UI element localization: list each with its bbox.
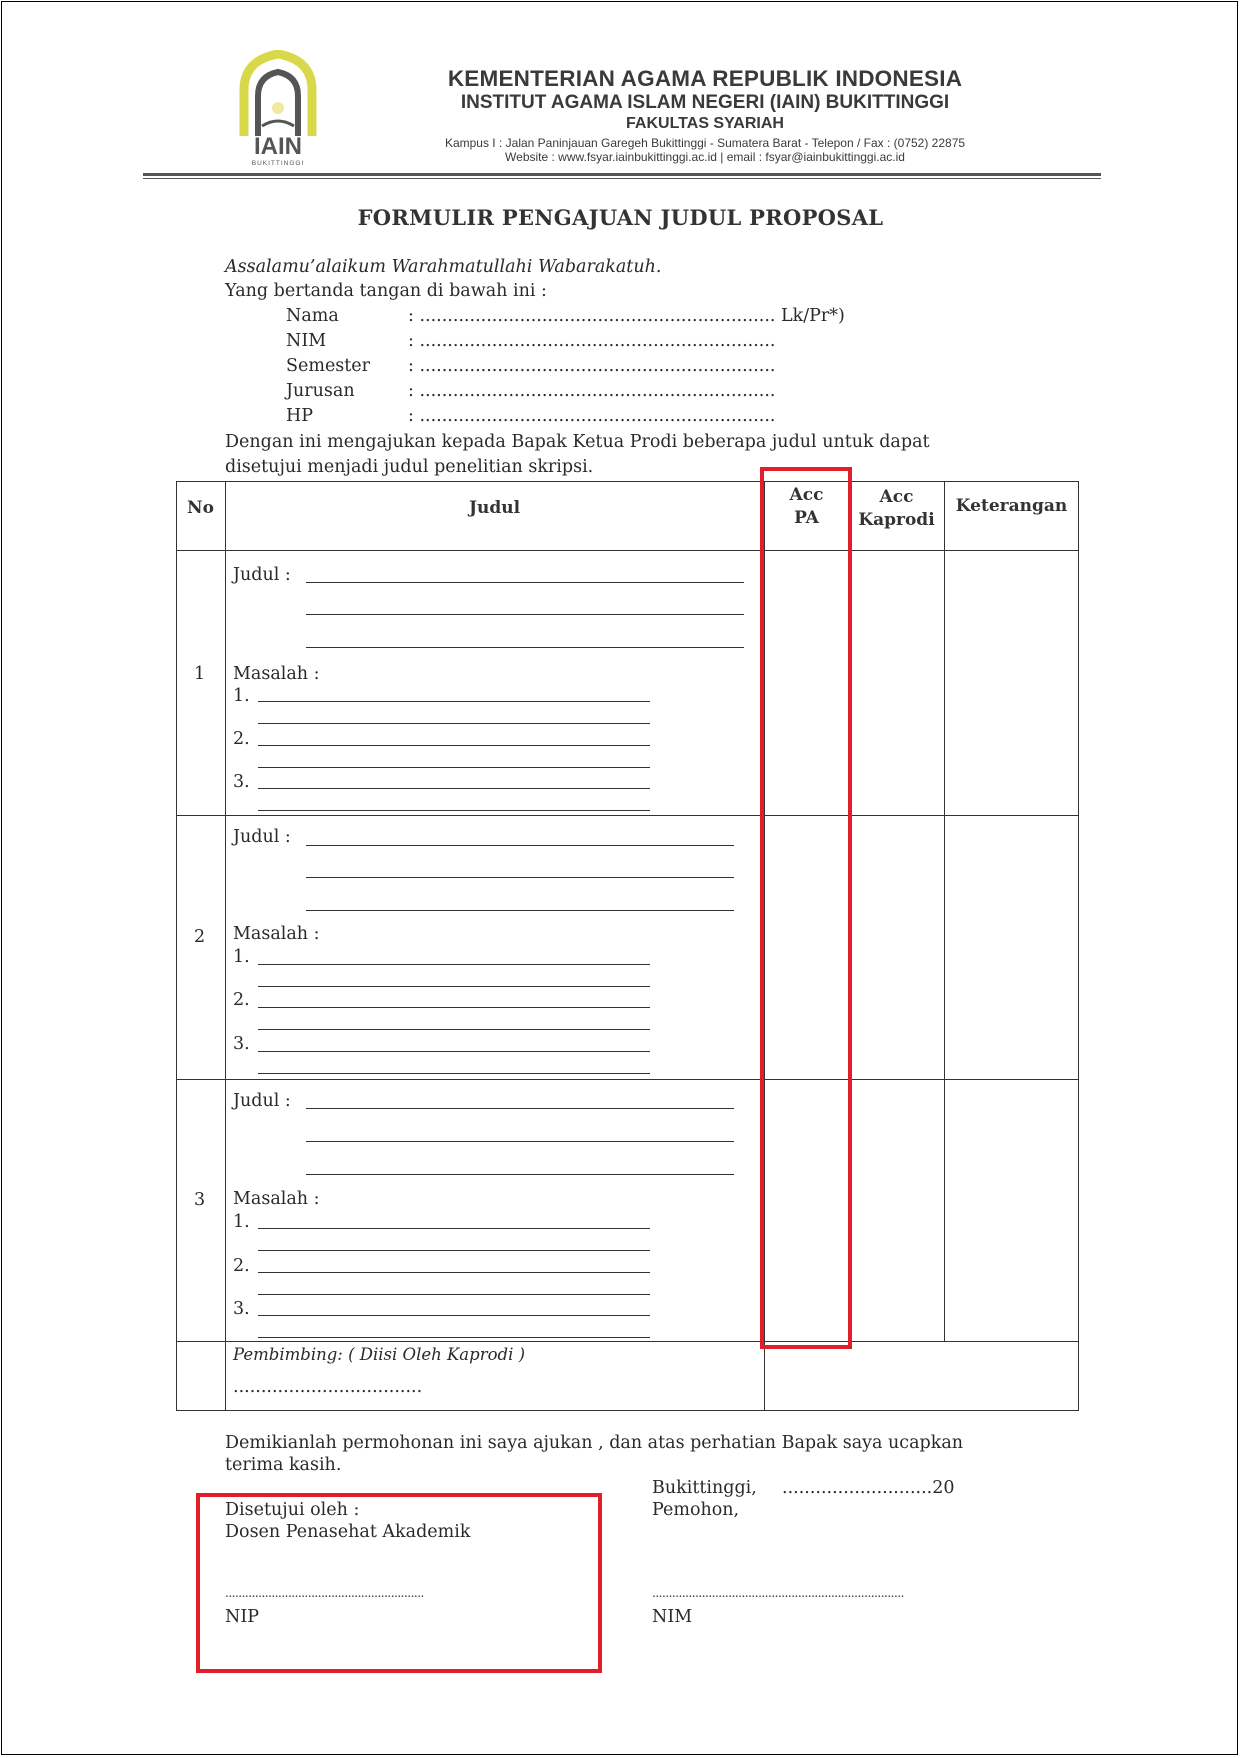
masalah-line[interactable]: [258, 723, 650, 724]
judul-line[interactable]: [306, 1108, 734, 1109]
masalah-line[interactable]: [258, 964, 650, 965]
masalah-label: Masalah :: [233, 924, 320, 944]
place-label: Bukittinggi,: [652, 1478, 757, 1498]
logo-subtext: BUKITTINGGI: [251, 160, 305, 167]
judul-line[interactable]: [306, 1174, 734, 1175]
header-rule-thin: [143, 178, 1101, 179]
masalah-label: Masalah :: [233, 1189, 320, 1209]
row3-divider: [176, 1341, 1079, 1342]
field-label-nama: Nama: [286, 306, 339, 326]
statement-line2: disetujui menjadi judul penelitian skripsi.: [225, 457, 594, 477]
masalah-item-number: 3.: [233, 1299, 250, 1319]
masalah-line[interactable]: [258, 986, 650, 987]
masalah-line[interactable]: [258, 1051, 650, 1052]
institute-name: INSTITUT AGAMA ISLAM NEGERI (IAIN) BUKITTINGGI: [460, 92, 950, 113]
header-no: No: [187, 498, 214, 518]
judul-label: Judul :: [233, 565, 291, 585]
website-line: Website : www.fsyar.iainbukittinggi.ac.id | email : fsyar@iainbukittinggi.ac.id: [505, 150, 905, 164]
advisor-label: Dosen Penasehat Akademik: [225, 1522, 471, 1542]
row-number: 2: [194, 927, 206, 947]
iain-logo: [232, 50, 324, 168]
judul-line[interactable]: [306, 647, 744, 648]
field-label-semester: Semester: [286, 356, 371, 376]
field-value-hp[interactable]: : ................................................................: [408, 406, 776, 426]
masalah-line[interactable]: [258, 1272, 650, 1273]
header-rule-thick: [143, 173, 1101, 176]
address-line: Kampus I : Jalan Paninjauan Garegeh Bukittinggi - Sumatera Barat - Telepon / Fax : (0752) 22875: [444, 136, 966, 150]
pembimbing-field[interactable]: ..................................: [233, 1377, 423, 1397]
header-judul: Judul: [468, 498, 521, 518]
field-value-jurusan[interactable]: : ................................................................: [408, 381, 776, 401]
judul-line[interactable]: [306, 614, 744, 615]
nip-label: NIP: [225, 1607, 260, 1627]
masalah-line[interactable]: [258, 1294, 650, 1295]
masalah-line[interactable]: [258, 1073, 650, 1074]
masalah-item-number: 2.: [233, 729, 250, 749]
judul-line[interactable]: [306, 845, 734, 846]
masalah-line[interactable]: [258, 1007, 650, 1008]
header-acc-kaprodi-line2: Kaprodi: [858, 510, 935, 530]
header-row-divider: [176, 550, 1079, 551]
col-divider-no: [225, 481, 226, 1410]
applicant-label: Pemohon,: [652, 1500, 740, 1520]
masalah-line[interactable]: [258, 767, 650, 768]
advisor-signature-line[interactable]: ............................................................: [225, 1586, 424, 1600]
judul-label: Judul :: [233, 1091, 291, 1111]
masalah-item-number: 3.: [233, 1034, 250, 1054]
masalah-line[interactable]: [258, 1250, 650, 1251]
col-divider-acc-kaprodi: [944, 481, 945, 1341]
judul-line[interactable]: [306, 877, 734, 878]
applicant-signature-line[interactable]: ............................................................................: [652, 1586, 904, 1600]
header-keterangan: Keterangan: [955, 496, 1068, 516]
greeting: Assalamu’alaikum Warahmatullahi Wabarakatuh.: [225, 257, 662, 277]
masalah-line[interactable]: [258, 1337, 650, 1338]
row-number: 1: [194, 664, 206, 684]
field-label-hp: HP: [286, 406, 314, 426]
judul-line[interactable]: [306, 1141, 734, 1142]
form-title: FORMULIR PENGAJUAN JUDUL PROPOSAL: [357, 205, 884, 230]
approved-by-label: Disetujui oleh :: [225, 1500, 360, 1520]
header-acc-pa-line2: PA: [794, 508, 819, 528]
faculty-name: FAKULTAS SYARIAH: [626, 115, 784, 132]
nim-label: NIM: [652, 1607, 693, 1627]
ministry-name: KEMENTERIAN AGAMA REPUBLIK INDONESIA: [447, 66, 963, 91]
masalah-line[interactable]: [258, 1228, 650, 1229]
field-value-semester[interactable]: : ................................................................: [408, 356, 776, 376]
closing-line2: terima kasih.: [225, 1455, 342, 1475]
header-acc-kaprodi-line1: Acc: [879, 487, 914, 507]
field-value-nim[interactable]: : ................................................................: [408, 331, 776, 351]
logo-text: IAIN: [254, 133, 302, 160]
field-value-nama[interactable]: : ................................................................ Lk/Pr*): [408, 306, 845, 326]
masalah-line[interactable]: [258, 745, 650, 746]
row-number: 3: [194, 1190, 206, 1210]
highlight-acc-pa-column: [760, 467, 852, 1349]
masalah-item-number: 1.: [233, 1212, 250, 1232]
judul-label: Judul :: [233, 827, 291, 847]
pembimbing-label: Pembimbing: ( Diisi Oleh Kaprodi ): [233, 1345, 526, 1364]
statement-line1: Dengan ini mengajukan kepada Bapak Ketua Prodi beberapa judul untuk dapat: [225, 432, 930, 452]
highlight-advisor-approval: [196, 1493, 602, 1673]
masalah-line[interactable]: [258, 1315, 650, 1316]
masalah-line[interactable]: [258, 701, 650, 702]
masalah-item-number: 1.: [233, 686, 250, 706]
date-field[interactable]: ...........................20: [782, 1478, 955, 1498]
masalah-line[interactable]: [258, 810, 650, 811]
masalah-line[interactable]: [258, 1029, 650, 1030]
masalah-label: Masalah :: [233, 664, 320, 684]
masalah-item-number: 2.: [233, 1256, 250, 1276]
closing-line1: Demikianlah permohonan ini saya ajukan , dan atas perhatian Bapak saya ucapkan: [225, 1433, 964, 1453]
masalah-item-number: 3.: [233, 772, 250, 792]
judul-line[interactable]: [306, 910, 734, 911]
row2-divider: [176, 1079, 1079, 1080]
header-acc-pa-line1: Acc: [789, 485, 824, 505]
field-label-jurusan: Jurusan: [286, 381, 355, 401]
intro-text: Yang bertanda tangan di bawah ini :: [225, 281, 547, 301]
judul-line[interactable]: [306, 582, 744, 583]
field-label-nim: NIM: [286, 331, 327, 351]
masalah-item-number: 2.: [233, 990, 250, 1010]
row1-divider: [176, 815, 1079, 816]
masalah-line[interactable]: [258, 788, 650, 789]
masalah-item-number: 1.: [233, 947, 250, 967]
